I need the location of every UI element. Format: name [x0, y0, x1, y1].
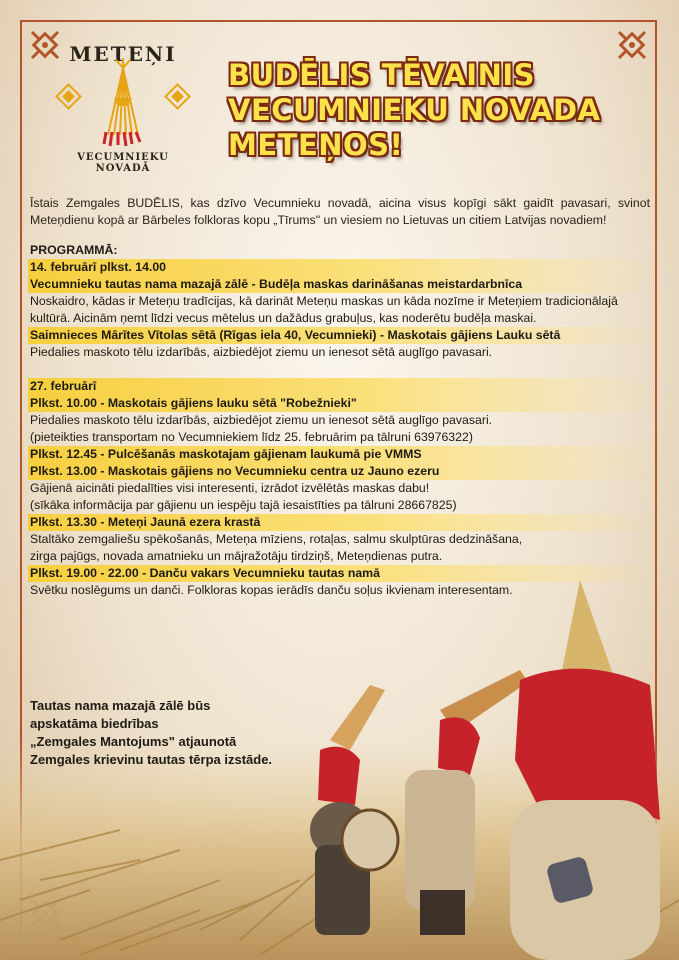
- event-title: Vecumnieku tautas nama mazajā zālē - Budēļa maskas darināšanas meistardarbnīca: [28, 276, 650, 293]
- event-description: Piedalies maskoto tēlu izdarībās, aizbiedējot ziemu un ienesot sētā auglīgo pavasari.: [30, 345, 493, 359]
- exhibition-note-line: Zemgales krievinu tautas tērpa izstāde.: [30, 752, 273, 767]
- event-description: (pieteikties transportam no Vecumniekiem līdz 25. februārim pa tālruni 63976322): [30, 430, 473, 444]
- event-description: Svētku noslēgums un danči. Folkloras kopas ierādīs danču soļus ikvienam interesentam.: [30, 583, 513, 597]
- logo-subtitle: VECUMNIEKU NOVADĀ: [77, 152, 169, 174]
- event-description: (sīkāka informācija par gājienu un iespēju tajā iesaistīties pa tālruni 28667825): [30, 498, 457, 512]
- event-description: kultūrā. Aicinām ņemt līdzi vecus mētelus un dažādus grabuļus, kas noderētu budēļa maskai.: [30, 311, 537, 325]
- headline: [228, 58, 648, 163]
- logo-title: METEŅI: [69, 42, 177, 66]
- event-title: Plkst. 19.00 - 22.00 - Danču vakars Vecumnieku tautas namā: [28, 565, 650, 582]
- program-heading: PROGRAMMĀ:: [30, 243, 118, 257]
- event-title: Saimnieces Mārītes Vītolas sētā (Rīgas iela 40, Vecumnieki) - Maskotais gājiens Lauku sētā: [28, 327, 650, 344]
- event-description: Gājienā aicināti piedalīties visi interesenti, izrādot izvēlētās maskas dabu!: [30, 481, 430, 495]
- event-title: Plkst. 10.00 - Maskotais gājiens lauku sētā "Robežnieki": [28, 395, 650, 412]
- event-title: Plkst. 13.00 - Maskotais gājiens no Vecumnieku centra uz Jauno ezeru: [28, 463, 650, 480]
- headline-line-2: VECUMNIEKU NOVADA: [228, 93, 601, 127]
- headline-line-1: BUDĒLIS TĒVAINIS: [228, 58, 536, 92]
- exhibition-note: [30, 697, 272, 769]
- event-title: Plkst. 12.45 - Pulcēšanās maskotajam gājienam laukumā pie VMMS: [28, 446, 650, 463]
- event-title: Plkst. 13.30 - Meteņi Jaunā ezera krastā: [28, 514, 650, 531]
- corner-ornament-icon: [615, 28, 649, 62]
- exhibition-note-line: „Zemgales Mantojums" atjaunotā: [30, 734, 237, 749]
- exhibition-note-line: apskatāma biedrības: [30, 716, 159, 731]
- event-description: Piedalies maskoto tēlu izdarībās, aizbiedējot ziemu un ienesot sētā auglīgo pavasari.: [30, 413, 493, 427]
- event-description: Staltāko zemgaliešu spēkošanās, Meteņa mīziens, rotaļas, salmu skulptūras dedzināšana,: [30, 532, 523, 546]
- exhibition-note-line: Tautas nama mazajā zālē būs: [30, 698, 211, 713]
- program-section: [30, 242, 650, 599]
- event-description: zirga pajūgs, novada amatnieku un mājražotāju tirdziņš, Meteņdienas putra.: [30, 549, 443, 563]
- straw-figure-icon: [48, 40, 198, 170]
- date-heading: 14. februārī plkst. 14.00: [28, 259, 650, 276]
- headline-line-3: METEŅOS!: [228, 128, 404, 162]
- spacer: [30, 361, 650, 378]
- intro-paragraph: Īstais Zemgales BUDĒLIS, kas dzīvo Vecumnieku novadā, aicina visus kopīgi sākt gaidīt pavasari, svinot Meteņdienu kopā ar Bārbeles folkloras kopu „Tīrums" un viesiem no Lietuvas un citiem Latvijas novadiem!: [30, 196, 650, 227]
- meteni-logo: [48, 40, 198, 174]
- event-description: Noskaidro, kādas ir Meteņu tradīcijas, kā darināt Meteņu maskas un kāda nozīme ir Meteņiem tradicionālajā: [30, 294, 618, 308]
- date-heading: 27. februārī: [28, 378, 650, 395]
